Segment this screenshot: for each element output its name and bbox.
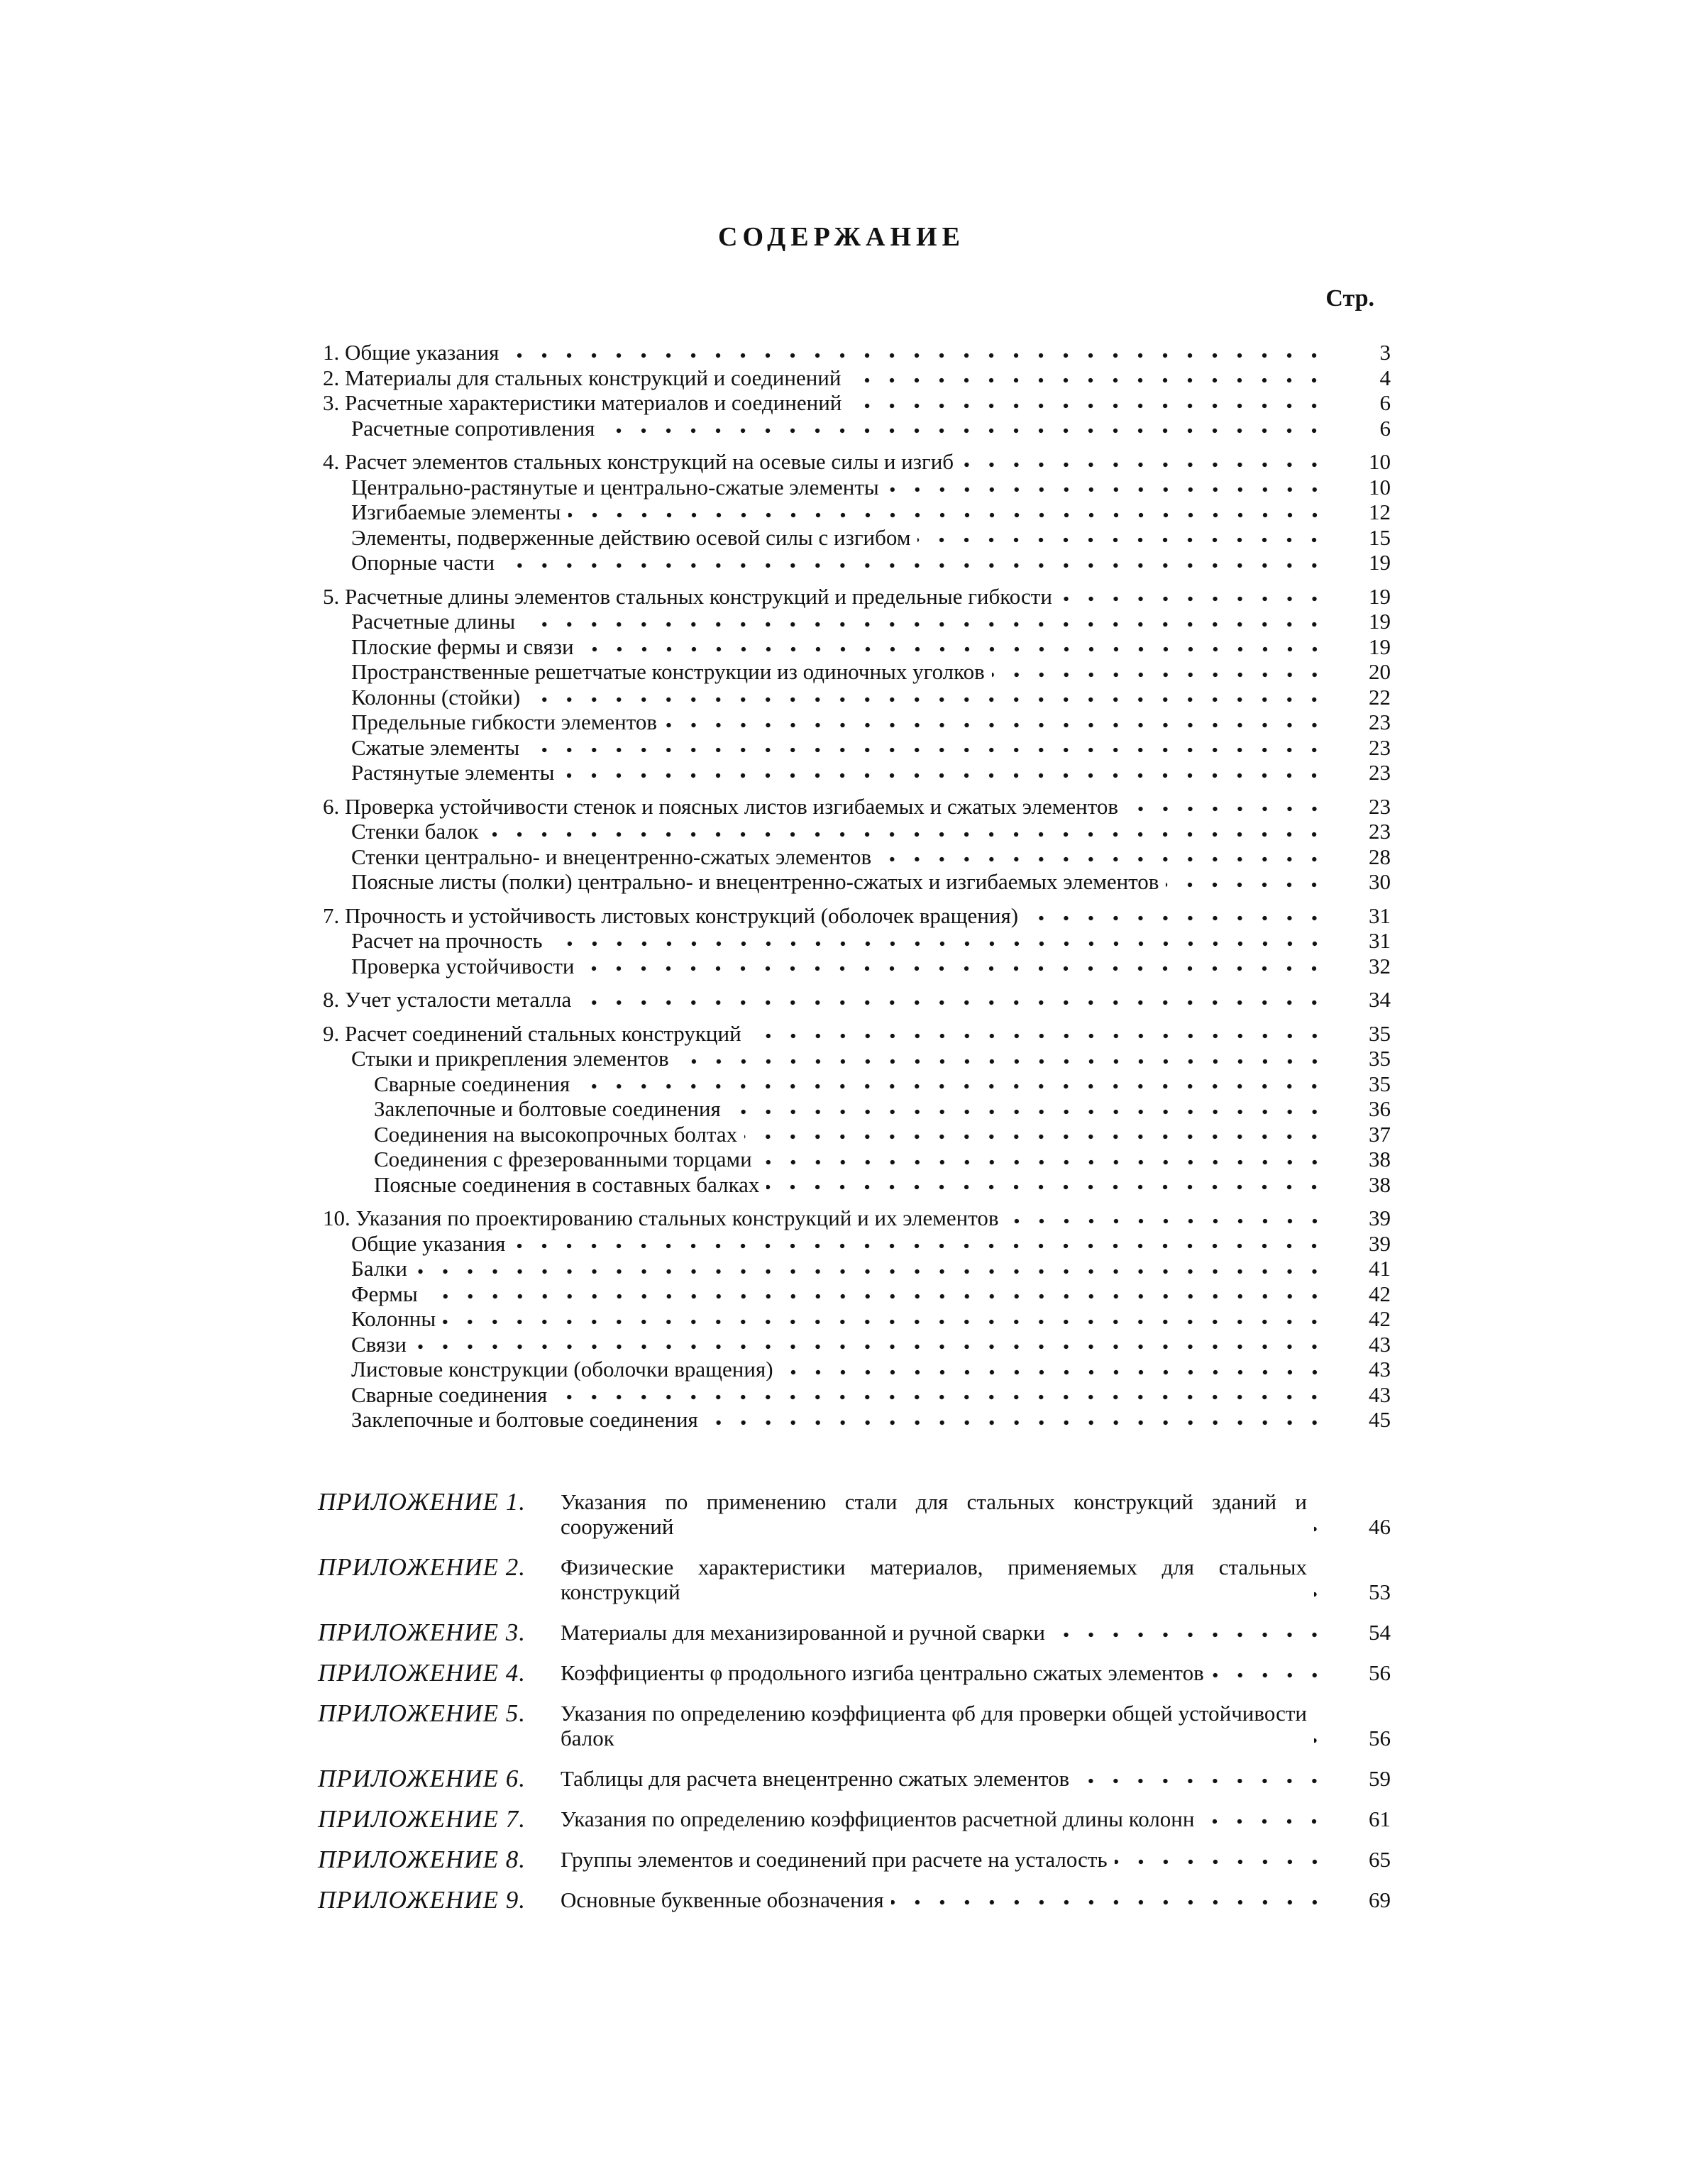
appendix-list — [318, 1489, 1391, 1928]
toc-entry-title: Расчет на прочность — [351, 928, 543, 953]
toc-entry-title: Предельные гибкости элементов — [351, 710, 658, 734]
appendix-label: ПРИЛОЖЕНИЕ 5. — [318, 1699, 526, 1727]
toc-entry-page: 10 — [1369, 449, 1391, 474]
dot-leader — [414, 1343, 1327, 1350]
toc-entry-title: Центрально-растянутые и центрально-сжатые элементы — [351, 474, 879, 500]
toc-entry-page: 30 — [1369, 869, 1391, 894]
toc-entry[interactable] — [323, 1281, 1391, 1307]
appendix-page: 46 — [1369, 1514, 1391, 1539]
appendix-page: 65 — [1369, 1847, 1391, 1872]
toc-entry[interactable] — [323, 928, 1391, 954]
toc-entry[interactable] — [323, 1357, 1391, 1382]
toc-entry-page: 22 — [1369, 684, 1391, 710]
toc-entry-title: Поясные листы (полки) центрально- и внецентренно-сжатых и изгибаемых элементов — [351, 869, 1159, 894]
dot-leader — [568, 512, 1328, 519]
toc-entry[interactable] — [323, 659, 1391, 685]
toc-entry[interactable] — [323, 844, 1391, 870]
appendix-label: ПРИЛОЖЕНИЕ 6. — [318, 1765, 526, 1792]
dot-leader — [581, 965, 1327, 972]
appendix-page: 59 — [1369, 1766, 1391, 1791]
toc-entry[interactable] — [323, 1147, 1391, 1172]
appendix-title: Таблицы для расчета внецентренно сжатых элементов — [561, 1766, 1070, 1791]
appendix-title: Группы элементов и соединений при расчете на усталость — [561, 1847, 1108, 1872]
toc-entry-page: 23 — [1369, 760, 1391, 785]
dot-leader — [1166, 881, 1327, 888]
toc-entry-title: 7. Прочность и устойчивость листовых конструкций (оболочек вращения) — [323, 903, 1019, 928]
toc-entry-page: 3 — [1379, 340, 1391, 365]
toc-entry[interactable] — [323, 1206, 1391, 1231]
toc-entry[interactable] — [323, 449, 1391, 475]
dot-leader — [992, 671, 1327, 678]
toc-entry-page: 37 — [1369, 1121, 1391, 1147]
dot-leader — [526, 746, 1327, 754]
toc-entry-title: 2. Материалы для стальных конструкций и соединений — [323, 365, 842, 390]
dot-leader — [443, 1318, 1327, 1325]
toc-entry[interactable] — [323, 1096, 1391, 1122]
toc-entry[interactable] — [323, 475, 1391, 500]
page-column-header: Стр. — [1325, 285, 1374, 311]
toc-entry[interactable] — [323, 1122, 1391, 1147]
toc-entry[interactable] — [323, 1071, 1391, 1097]
dot-leader — [512, 1242, 1327, 1250]
toc-entry[interactable] — [323, 365, 1391, 391]
toc-entry-title: Пространственные решетчатые конструкции из одиночных уголков — [351, 659, 985, 684]
toc-entry[interactable] — [323, 1256, 1391, 1281]
appendix-label: ПРИЛОЖЕНИЕ 2. — [318, 1553, 526, 1581]
dot-leader — [1201, 1818, 1327, 1825]
toc-entry-title: 10. Указания по проектированию стальных конструкций и их элементов — [323, 1206, 999, 1230]
toc-entry-page: 35 — [1369, 1071, 1391, 1096]
toc-entry-page: 38 — [1369, 1147, 1391, 1171]
toc-entry-page: 28 — [1369, 844, 1391, 869]
dot-leader — [561, 772, 1327, 779]
toc-entry-title: Сварные соединения — [374, 1071, 570, 1096]
dot-leader — [886, 486, 1327, 493]
dot-leader — [1025, 915, 1327, 922]
toc-entry-page: 23 — [1369, 819, 1391, 844]
toc-entry-title: Изгибаемые элементы — [351, 500, 561, 524]
toc-entry[interactable] — [323, 390, 1391, 416]
appendix-title: Физические характеристики материалов, применяемых для стальных конструкций — [561, 1555, 1307, 1604]
dot-leader — [1314, 1591, 1327, 1598]
dot-leader — [878, 856, 1327, 863]
toc-entry-title: Общие указания — [351, 1230, 506, 1256]
toc-entry-page: 43 — [1369, 1357, 1391, 1381]
toc-entry-title: Соединения с фрезерованными торцами — [374, 1147, 752, 1171]
toc-entry-title: Балки — [351, 1256, 407, 1281]
dot-leader — [1211, 1672, 1327, 1679]
toc-entry[interactable] — [323, 1306, 1391, 1332]
appendix-entry[interactable] — [318, 1847, 1391, 1872]
appendix-label: ПРИЛОЖЕНИЕ 8. — [318, 1846, 526, 1873]
toc-entry-page: 10 — [1369, 474, 1391, 500]
toc-entry[interactable] — [323, 1231, 1391, 1257]
toc-entry-page: 12 — [1369, 500, 1391, 524]
dot-leader — [759, 1159, 1327, 1166]
toc-entry-title: Заклепочные и болтовые соединения — [374, 1096, 721, 1121]
toc-entry-title: Связи — [351, 1331, 407, 1357]
toc-entry[interactable] — [323, 1021, 1391, 1047]
dot-leader — [485, 831, 1327, 838]
toc-entry[interactable] — [323, 987, 1391, 1013]
toc-entry-title: 8. Учет усталости металла — [323, 987, 572, 1012]
toc-entry-page: 20 — [1369, 659, 1391, 684]
toc-entry-title: Стыки и прикрепления элементов — [351, 1046, 669, 1071]
dot-leader — [1314, 1737, 1327, 1744]
toc-entry-page: 4 — [1379, 365, 1391, 390]
toc-entry-title: 1. Общие указания — [323, 340, 500, 365]
appendix-entry[interactable] — [318, 1555, 1391, 1604]
dot-leader — [602, 427, 1327, 434]
toc-entry-title: 5. Расчетные длины элементов стальных конструкций и предельные гибкости — [323, 583, 1052, 609]
appendix-entry[interactable] — [318, 1660, 1391, 1685]
toc-entry-page: 45 — [1369, 1407, 1391, 1432]
dot-leader — [522, 621, 1327, 628]
toc-entry-title: Проверка устойчивости — [351, 953, 575, 978]
toc-entry[interactable] — [323, 1382, 1391, 1408]
toc-entry[interactable] — [323, 500, 1391, 525]
dot-leader — [554, 1394, 1327, 1401]
appendix-label: ПРИЛОЖЕНИЕ 3. — [318, 1618, 526, 1646]
toc-entry-title: Фермы — [351, 1281, 418, 1306]
toc-entry-page: 38 — [1369, 1171, 1391, 1197]
toc-entry-page: 43 — [1369, 1331, 1391, 1357]
dot-leader — [676, 1058, 1327, 1065]
appendix-title: Указания по определению коэффициентов расчетной длины колонн — [561, 1807, 1195, 1831]
toc-entry-page: 6 — [1379, 415, 1391, 441]
appendix-title: Указания по применению стали для стальных конструкций зданий и сооружений — [561, 1489, 1307, 1539]
toc-entry-page: 23 — [1369, 710, 1391, 734]
dot-leader — [414, 1268, 1327, 1275]
toc-entry[interactable] — [323, 685, 1391, 710]
dot-leader — [849, 402, 1327, 409]
dot-leader — [749, 1032, 1327, 1039]
toc-entry[interactable] — [323, 1046, 1391, 1071]
toc-entry-page: 23 — [1369, 793, 1391, 819]
toc-entry[interactable] — [323, 1407, 1391, 1433]
dot-leader — [664, 722, 1327, 729]
toc-entry[interactable] — [323, 416, 1391, 441]
toc-entry-page: 19 — [1369, 583, 1391, 609]
toc-entry-page: 41 — [1369, 1256, 1391, 1281]
toc-entry-page: 19 — [1369, 550, 1391, 575]
appendix-label: ПРИЛОЖЕНИЕ 1. — [318, 1488, 526, 1516]
dot-leader — [1006, 1218, 1327, 1225]
toc-entry-title: Стенки центрально- и внецентренно-сжатых элементов — [351, 844, 872, 869]
dot-leader — [1115, 1858, 1327, 1865]
toc-entry-title: Элементы, подверженные действию осевой силы с изгибом — [351, 524, 911, 550]
dot-leader — [506, 352, 1327, 359]
toc-entry-title: 4. Расчет элементов стальных конструкций на осевые силы и изгиб — [323, 449, 954, 474]
appendix-title: Указания по определению коэффициента φб для проверки общей устойчивости балок — [561, 1701, 1307, 1750]
toc-entry-title: Соединения на высокопрочных болтах — [374, 1121, 738, 1147]
dot-leader — [578, 999, 1327, 1006]
toc-entry-title: Колонны (стойки) — [351, 684, 521, 710]
appendix-page: 54 — [1369, 1620, 1391, 1645]
dot-leader — [891, 1899, 1327, 1906]
toc-entry-page: 39 — [1369, 1206, 1391, 1230]
appendix-page: 61 — [1369, 1807, 1391, 1831]
toc-entry[interactable] — [323, 735, 1391, 761]
appendix-title: Основные буквенные обозначения — [561, 1887, 884, 1912]
toc-entry-page: 34 — [1369, 987, 1391, 1012]
dot-leader — [1125, 805, 1327, 812]
dot-leader — [1076, 1777, 1327, 1785]
appendix-label: ПРИЛОЖЕНИЕ 9. — [318, 1886, 526, 1914]
toc-entry-title: Опорные части — [351, 550, 495, 575]
dot-leader — [550, 940, 1327, 947]
dot-leader — [1052, 1631, 1327, 1638]
toc-entry[interactable] — [323, 760, 1391, 785]
toc-entry[interactable] — [323, 584, 1391, 610]
dot-leader — [527, 696, 1327, 703]
toc-entry[interactable] — [323, 794, 1391, 820]
toc-entry[interactable] — [323, 525, 1391, 551]
toc-entry[interactable] — [323, 1172, 1391, 1198]
toc-entry[interactable] — [323, 903, 1391, 929]
toc-entry[interactable] — [323, 340, 1391, 365]
toc-entry-title: 9. Расчет соединений стальных конструкций — [323, 1020, 741, 1046]
dot-leader — [502, 562, 1327, 569]
toc-entry-page: 31 — [1369, 928, 1391, 953]
toc-entry-title: Листовые конструкции (оболочки вращения) — [351, 1357, 773, 1381]
appendix-title: Коэффициенты φ продольного изгиба центрально сжатых элементов — [561, 1660, 1204, 1685]
toc-entry-title: Плоские фермы и связи — [351, 634, 574, 659]
toc-entry-page: 15 — [1369, 524, 1391, 550]
toc-entry-title: Расчетные сопротивления — [351, 415, 595, 441]
toc-entry-title: Расчетные длины — [351, 609, 516, 634]
appendix-page: 56 — [1369, 1726, 1391, 1750]
toc-entry[interactable] — [323, 1332, 1391, 1357]
dot-leader — [577, 1083, 1327, 1090]
toc-entry-title: Сварные соединения — [351, 1381, 548, 1407]
dot-leader — [425, 1293, 1327, 1300]
toc-entry-page: 35 — [1369, 1020, 1391, 1046]
toc-entry-page: 31 — [1369, 903, 1391, 928]
toc-entry-page: 39 — [1369, 1230, 1391, 1256]
dot-leader — [581, 646, 1327, 653]
toc-entry[interactable] — [323, 550, 1391, 575]
appendix-entry[interactable] — [318, 1887, 1391, 1912]
toc-entry[interactable] — [323, 634, 1391, 660]
toc-entry-title: Заклепочные и болтовые соединения — [351, 1407, 698, 1432]
toc-entry[interactable] — [323, 869, 1391, 895]
toc-entry-page: 36 — [1369, 1096, 1391, 1121]
toc-entry[interactable] — [323, 954, 1391, 979]
dot-leader — [766, 1184, 1327, 1191]
dot-leader — [1059, 595, 1327, 602]
dot-leader — [728, 1108, 1327, 1115]
page-title: СОДЕРЖАНИЕ — [718, 222, 965, 252]
toc-entry-page: 32 — [1369, 953, 1391, 978]
toc-entry-title: Сжатые элементы — [351, 734, 520, 760]
toc-entry-page: 19 — [1369, 609, 1391, 634]
appendix-entry[interactable] — [318, 1489, 1391, 1539]
toc-entry-title: 6. Проверка устойчивости стенок и поясных листов изгибаемых и сжатых элементов — [323, 793, 1118, 819]
toc-entry[interactable] — [323, 710, 1391, 735]
dot-leader — [848, 377, 1327, 384]
toc-list — [323, 340, 1391, 1433]
appendix-label: ПРИЛОЖЕНИЕ 7. — [318, 1805, 526, 1833]
toc-entry-page: 23 — [1369, 734, 1391, 760]
appendix-title: Материалы для механизированной и ручной сварки — [561, 1620, 1045, 1645]
dot-leader — [1314, 1526, 1327, 1533]
appendix-page: 53 — [1369, 1579, 1391, 1604]
toc-entry-page: 19 — [1369, 634, 1391, 659]
appendix-entry[interactable] — [318, 1807, 1391, 1831]
toc-entry-title: 3. Расчетные характеристики материалов и соединений — [323, 390, 842, 415]
toc-entry-title: Колонны — [351, 1306, 436, 1331]
toc-entry-title: Растянутые элементы — [351, 760, 555, 785]
dot-leader — [780, 1369, 1327, 1376]
appendix-entry[interactable] — [318, 1701, 1391, 1750]
toc-entry-title: Стенки балок — [351, 819, 479, 844]
appendix-page: 69 — [1369, 1887, 1391, 1912]
toc-entry-page: 43 — [1369, 1381, 1391, 1407]
dot-leader — [917, 536, 1327, 544]
toc-entry-page: 42 — [1369, 1306, 1391, 1331]
appendix-entry[interactable] — [318, 1766, 1391, 1791]
appendix-label: ПРИЛОЖЕНИЕ 4. — [318, 1659, 526, 1687]
toc-entry-page: 6 — [1379, 390, 1391, 415]
dot-leader — [705, 1419, 1327, 1426]
dot-leader — [744, 1133, 1327, 1140]
appendix-page: 56 — [1369, 1660, 1391, 1685]
toc-entry-title: Поясные соединения в составных балках — [374, 1171, 760, 1197]
toc-entry[interactable] — [323, 819, 1391, 844]
toc-entry[interactable] — [323, 609, 1391, 634]
dot-leader — [961, 461, 1327, 468]
toc-entry-page: 42 — [1369, 1281, 1391, 1306]
appendix-entry[interactable] — [318, 1620, 1391, 1645]
toc-entry-page: 35 — [1369, 1046, 1391, 1071]
